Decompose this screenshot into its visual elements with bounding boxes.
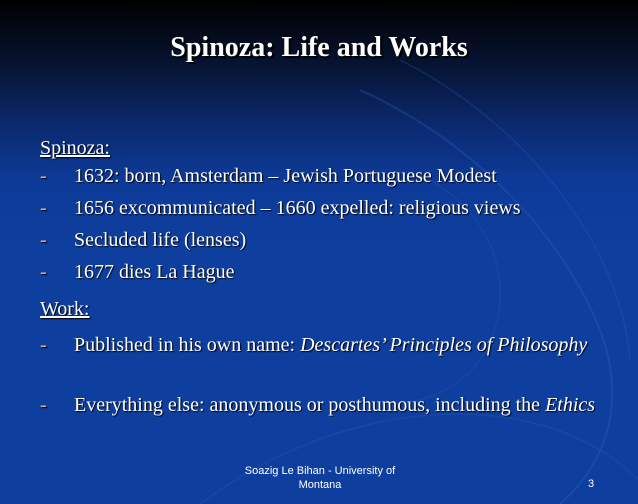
bullet-dash: - (40, 165, 47, 187)
list-item-text-italic: Ethics (545, 394, 596, 416)
section-heading-spinoza: Spinoza: (40, 137, 110, 159)
list-item-text: Secluded life (lenses) (74, 229, 247, 251)
list-item-text: 1656 excommunicated – 1660 expelled: religious views (74, 197, 521, 219)
list-item-text-plain: Published in his own name: (74, 334, 301, 356)
footer-line: Montana (298, 479, 342, 491)
slide-title: Spinoza: Life and Works (170, 32, 468, 63)
bullet-dash: - (40, 197, 47, 219)
footer-line: Soazig Le Bihan - University of (244, 465, 396, 477)
list-item-text: 1632: born, Amsterdam – Jewish Portuguese Modest (74, 165, 497, 187)
slide-footer (220, 464, 420, 492)
bullet-dash: - (40, 334, 47, 356)
list-item-text-italic: Descartes’ Principles of Philosophy (300, 334, 588, 356)
bullet-dash: - (40, 229, 47, 251)
list-item-text (74, 393, 614, 417)
list-item-text: 1677 dies La Hague (74, 261, 235, 283)
page-number: 3 (588, 478, 595, 490)
section-heading-work: Work: (40, 298, 90, 320)
bullet-dash: - (40, 261, 47, 283)
list-item-text (74, 333, 614, 357)
list-item-text-plain: Everything else: anonymous or posthumous, including the (74, 394, 546, 416)
bullet-dash: - (40, 394, 47, 416)
